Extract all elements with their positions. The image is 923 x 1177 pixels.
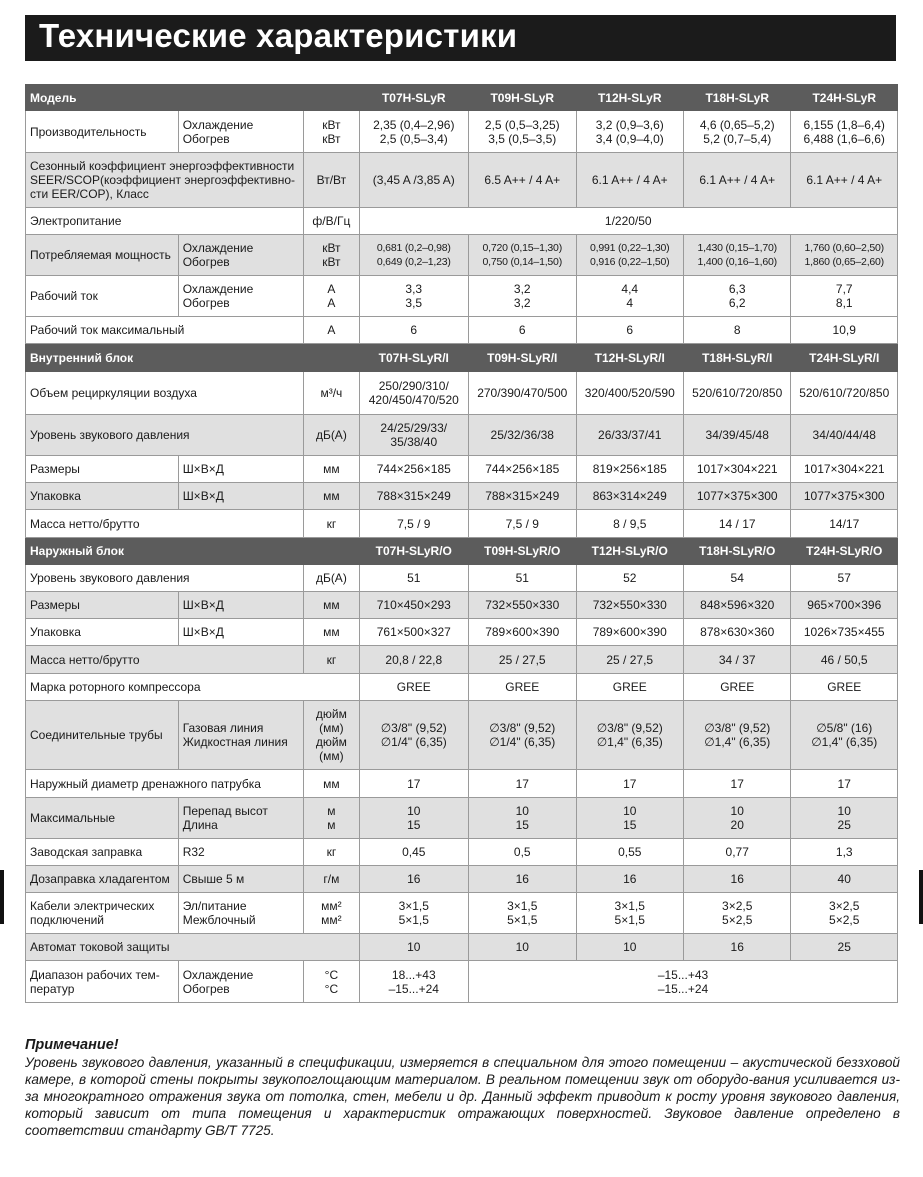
- value-cell: 1026×735×455: [791, 619, 898, 646]
- row-unit: кг: [304, 510, 359, 538]
- row-label: Кабели электрических подключений: [26, 893, 179, 934]
- value-cell: ∅3/8" (9,52) ∅1,4" (6,35): [683, 701, 790, 770]
- value-cell: 878×630×360: [683, 619, 790, 646]
- value-cell: 17: [359, 770, 469, 798]
- row-unit: А А: [304, 276, 359, 317]
- table-row: [26, 111, 898, 153]
- outdoor-col-4: T18H-SLyR/O: [683, 538, 790, 565]
- value-cell: 6.1 A++ / 4 A+: [576, 153, 683, 208]
- value-cell: 3×1,5 5×1,5: [576, 893, 683, 934]
- table-row: [26, 415, 898, 456]
- table-row: [26, 456, 898, 483]
- row-label: Производительность: [26, 111, 179, 153]
- value-cell: GREE: [576, 674, 683, 701]
- row-unit: мм: [304, 483, 359, 510]
- value-cell: 16: [683, 866, 790, 893]
- row-label: Марка роторного компрессора: [26, 674, 360, 701]
- row-sublabel: Перепад высот Длина: [178, 798, 304, 839]
- outdoor-col-1: T07H-SLyR/O: [359, 538, 469, 565]
- value-cell: 25: [791, 934, 898, 961]
- row-unit: м³/ч: [304, 372, 359, 415]
- table-row: [26, 934, 898, 961]
- row-unit: мм: [304, 619, 359, 646]
- model-col-3: T12H-SLyR: [576, 85, 683, 111]
- table-row: [26, 674, 898, 701]
- value-cell: 1017×304×221: [791, 456, 898, 483]
- row-unit: мм: [304, 456, 359, 483]
- row-unit: А: [304, 317, 359, 344]
- value-cell: 46 / 50,5: [791, 646, 898, 674]
- table-row: [26, 701, 898, 770]
- spec-table: [25, 84, 898, 1003]
- table-row: [26, 276, 898, 317]
- value-cell: 17: [469, 770, 576, 798]
- value-cell: 6: [469, 317, 576, 344]
- indoor-col-2: T09H-SLyR/I: [469, 344, 576, 372]
- row-sublabel: Охлаждение Обогрев: [178, 961, 304, 1003]
- row-sublabel: Охлаждение Обогрев: [178, 111, 304, 153]
- row-unit: мм: [304, 592, 359, 619]
- row-label: Заводская заправка: [26, 839, 179, 866]
- row-label: Автомат токовой защиты: [26, 934, 360, 961]
- value-cell: 6: [359, 317, 469, 344]
- model-col-5: T24H-SLyR: [791, 85, 898, 111]
- value-cell: 10: [576, 934, 683, 961]
- value-cell: 17: [683, 770, 790, 798]
- value-cell: 51: [359, 565, 469, 592]
- value-cell: 1,430 (0,15–1,70) 1,400 (0,16–1,60): [683, 235, 790, 276]
- row-label: Упаковка: [26, 619, 179, 646]
- value-cell: 1077×375×300: [683, 483, 790, 510]
- value-cell: 25 / 27,5: [469, 646, 576, 674]
- table-row: [26, 961, 898, 1003]
- indoor-section-label: Внутренний блок: [26, 344, 360, 372]
- note-text: Уровень звукового давления, указанный в спецификации, измеряется в специальном для этого помещении – акустической беззховой камере, в которой стены покрыты звукопоглощающим материалом. В реальном помещении звук от оборудо-вания усиливается из-за многократного отражения звука от потолка, стен, мебели и др. Данный эффект приводит к росту уровня звукового давления, который зависит от типа помещения и характеристик отражающих поверхностей. Звуковое давление определено в соответствии стандарту GB/T 7725.: [25, 1055, 900, 1138]
- indoor-col-4: T18H-SLyR/I: [683, 344, 790, 372]
- table-row: [26, 510, 898, 538]
- left-edge-mark: [0, 870, 4, 924]
- page-title: Технические характеристики: [39, 17, 518, 54]
- value-cell: 965×700×396: [791, 592, 898, 619]
- value-cell: 6,3 6,2: [683, 276, 790, 317]
- row-unit: кг: [304, 839, 359, 866]
- value-cell: 0,77: [683, 839, 790, 866]
- value-cell: 744×256×185: [469, 456, 576, 483]
- value-cell: 51: [469, 565, 576, 592]
- value-cell: 0,5: [469, 839, 576, 866]
- row-label: Сезонный коэффициент энергоэффективности SEER/SCOP(коэффициент энергоэффективно-сти EER/COP), Класс: [26, 153, 304, 208]
- value-cell: 25 / 27,5: [576, 646, 683, 674]
- row-sublabel: R32: [178, 839, 304, 866]
- row-unit: г/м: [304, 866, 359, 893]
- table-row: [26, 646, 898, 674]
- model-header-row: [26, 85, 898, 111]
- table-row: [26, 235, 898, 276]
- row-unit: мм² мм²: [304, 893, 359, 934]
- table-row: [26, 770, 898, 798]
- value-cell: 18...+43 –15...+24: [359, 961, 469, 1003]
- row-label: Дозаправка хладагентом: [26, 866, 179, 893]
- row-sublabel: Ш×В×Д: [178, 592, 304, 619]
- value-cell: 10 15: [576, 798, 683, 839]
- value-cell: 7,5 / 9: [469, 510, 576, 538]
- value-cell: 3×1,5 5×1,5: [359, 893, 469, 934]
- value-cell: 0,45: [359, 839, 469, 866]
- outdoor-col-3: T12H-SLyR/O: [576, 538, 683, 565]
- row-label: Масса нетто/брутто: [26, 510, 304, 538]
- row-label: Максимальные: [26, 798, 179, 839]
- row-label: Наружный диаметр дренажного патрубка: [26, 770, 304, 798]
- row-label: Соединительные трубы: [26, 701, 179, 770]
- value-cell: 1077×375×300: [791, 483, 898, 510]
- value-cell: 3,2 3,2: [469, 276, 576, 317]
- row-label: Рабочий ток максимальный: [26, 317, 304, 344]
- indoor-header-row: [26, 344, 898, 372]
- value-cell: 20,8 / 22,8: [359, 646, 469, 674]
- value-cell: 6,155 (1,8–6,4) 6,488 (1,6–6,6): [791, 111, 898, 153]
- value-cell: 17: [791, 770, 898, 798]
- value-cell: 2,35 (0,4–2,96) 2,5 (0,5–3,4): [359, 111, 469, 153]
- indoor-col-1: T07H-SLyR/I: [359, 344, 469, 372]
- table-row: [26, 893, 898, 934]
- value-cell: 34/39/45/48: [683, 415, 790, 456]
- value-cell: 250/290/310/ 420/450/470/520: [359, 372, 469, 415]
- value-cell: 3×1,5 5×1,5: [469, 893, 576, 934]
- value-cell: 863×314×249: [576, 483, 683, 510]
- value-cell: 10,9: [791, 317, 898, 344]
- value-cell: 40: [791, 866, 898, 893]
- value-cell: 789×600×390: [576, 619, 683, 646]
- value-cell: 10 20: [683, 798, 790, 839]
- value-cell: 819×256×185: [576, 456, 683, 483]
- row-label: Электропитание: [26, 208, 304, 235]
- value-cell: 34 / 37: [683, 646, 790, 674]
- value-cell: 0,55: [576, 839, 683, 866]
- row-sublabel: Эл/питание Межблочный: [178, 893, 304, 934]
- value-cell: –15...+43 –15...+24: [469, 961, 898, 1003]
- value-cell: ∅3/8" (9,52) ∅1,4" (6,35): [576, 701, 683, 770]
- model-col-1: T07H-SLyR: [359, 85, 469, 111]
- value-cell: 8 / 9,5: [576, 510, 683, 538]
- table-row: [26, 483, 898, 510]
- indoor-col-5: T24H-SLyR/I: [791, 344, 898, 372]
- value-cell: 17: [576, 770, 683, 798]
- table-row: [26, 317, 898, 344]
- value-cell: 3,2 (0,9–3,6) 3,4 (0,9–4,0): [576, 111, 683, 153]
- value-cell: 10: [469, 934, 576, 961]
- value-cell: 6.5 A++ / 4 A+: [469, 153, 576, 208]
- value-cell: 789×600×390: [469, 619, 576, 646]
- value-cell: 520/610/720/850: [791, 372, 898, 415]
- value-cell: 710×450×293: [359, 592, 469, 619]
- note-title: Примечание!: [25, 1037, 119, 1053]
- value-cell: 16: [469, 866, 576, 893]
- row-label: Размеры: [26, 456, 179, 483]
- value-cell: 1017×304×221: [683, 456, 790, 483]
- value-cell: 848×596×320: [683, 592, 790, 619]
- value-cell: ∅3/8" (9,52) ∅1/4" (6,35): [359, 701, 469, 770]
- model-col-2: T09H-SLyR: [469, 85, 576, 111]
- value-cell: 3,3 3,5: [359, 276, 469, 317]
- row-unit: м м: [304, 798, 359, 839]
- table-row: [26, 372, 898, 415]
- outdoor-header-row: [26, 538, 898, 565]
- value-cell: 7,5 / 9: [359, 510, 469, 538]
- table-row: [26, 565, 898, 592]
- value-cell: 1,760 (0,60–2,50) 1,860 (0,65–2,60): [791, 235, 898, 276]
- value-cell: (3,45 A /3,85 A): [359, 153, 469, 208]
- row-unit: кг: [304, 646, 359, 674]
- table-row: [26, 619, 898, 646]
- value-cell: 732×550×330: [469, 592, 576, 619]
- row-label: Рабочий ток: [26, 276, 179, 317]
- model-label: Модель: [26, 85, 360, 111]
- table-row: [26, 153, 898, 208]
- value-cell: 6: [576, 317, 683, 344]
- value-cell: 0,720 (0,15–1,30) 0,750 (0,14–1,50): [469, 235, 576, 276]
- value-cell: 4,4 4: [576, 276, 683, 317]
- value-cell: 4,6 (0,65–5,2) 5,2 (0,7–5,4): [683, 111, 790, 153]
- value-cell: 52: [576, 565, 683, 592]
- value-cell: 1,3: [791, 839, 898, 866]
- row-label: Объем рециркуляции воздуха: [26, 372, 304, 415]
- outdoor-col-2: T09H-SLyR/O: [469, 538, 576, 565]
- table-row: [26, 839, 898, 866]
- row-unit: мм: [304, 770, 359, 798]
- row-label: Потребляемая мощность: [26, 235, 179, 276]
- table-row: [26, 866, 898, 893]
- row-sublabel: Ш×В×Д: [178, 456, 304, 483]
- row-sublabel: Газовая линия Жидкостная линия: [178, 701, 304, 770]
- row-sublabel: Свыше 5 м: [178, 866, 304, 893]
- table-row: [26, 208, 898, 235]
- value-cell: 761×500×327: [359, 619, 469, 646]
- row-unit: °С °С: [304, 961, 359, 1003]
- right-edge-mark: [919, 870, 923, 924]
- row-label: Упаковка: [26, 483, 179, 510]
- row-sublabel: Охлаждение Обогрев: [178, 276, 304, 317]
- row-label: Масса нетто/брутто: [26, 646, 304, 674]
- value-cell: 3×2,5 5×2,5: [791, 893, 898, 934]
- value-cell: 744×256×185: [359, 456, 469, 483]
- value-cell: ∅5/8" (16) ∅1,4" (6,35): [791, 701, 898, 770]
- value-cell: 6.1 A++ / 4 A+: [791, 153, 898, 208]
- value-cell: 0,681 (0,2–0,98) 0,649 (0,2–1,23): [359, 235, 469, 276]
- value-cell: 3×2,5 5×2,5: [683, 893, 790, 934]
- row-label: Уровень звукового давления: [26, 565, 304, 592]
- value-cell: 10 15: [469, 798, 576, 839]
- table-row: [26, 592, 898, 619]
- row-unit: кВт кВт: [304, 235, 359, 276]
- row-label: Уровень звукового давления: [26, 415, 304, 456]
- row-sublabel: Ш×В×Д: [178, 619, 304, 646]
- value-cell: 34/40/44/48: [791, 415, 898, 456]
- value-cell: GREE: [359, 674, 469, 701]
- row-unit: Вт/Вт: [304, 153, 359, 208]
- value-cell: 54: [683, 565, 790, 592]
- row-unit: кВт кВт: [304, 111, 359, 153]
- value-cell: 0,991 (0,22–1,30) 0,916 (0,22–1,50): [576, 235, 683, 276]
- row-label: Диапазон рабочих тем- ператур: [26, 961, 179, 1003]
- value-cell: 26/33/37/41: [576, 415, 683, 456]
- value-cell: 6.1 A++ / 4 A+: [683, 153, 790, 208]
- value-cell: ∅3/8" (9,52) ∅1/4" (6,35): [469, 701, 576, 770]
- value-cell: 788×315×249: [469, 483, 576, 510]
- row-unit: дБ(А): [304, 415, 359, 456]
- value-cell: 14 / 17: [683, 510, 790, 538]
- row-label: Размеры: [26, 592, 179, 619]
- outdoor-col-5: T24H-SLyR/O: [791, 538, 898, 565]
- note-block: [25, 1036, 900, 1139]
- value-cell: 10 15: [359, 798, 469, 839]
- value-cell: 7,7 8,1: [791, 276, 898, 317]
- outdoor-section-label: Наружный блок: [26, 538, 360, 565]
- model-col-4: T18H-SLyR: [683, 85, 790, 111]
- value-cell: 14/17: [791, 510, 898, 538]
- value-cell: 10 25: [791, 798, 898, 839]
- value-cell: 25/32/36/38: [469, 415, 576, 456]
- value-cell: 24/25/29/33/ 35/38/40: [359, 415, 469, 456]
- value-cell: 10: [359, 934, 469, 961]
- value-cell: 788×315×249: [359, 483, 469, 510]
- indoor-col-3: T12H-SLyR/I: [576, 344, 683, 372]
- value-cell: GREE: [683, 674, 790, 701]
- value-cell: 520/610/720/850: [683, 372, 790, 415]
- row-unit: дюйм (мм) дюйм (мм): [304, 701, 359, 770]
- value-cell: GREE: [469, 674, 576, 701]
- value-cell: 57: [791, 565, 898, 592]
- value-cell: 270/390/470/500: [469, 372, 576, 415]
- value-cell: 16: [359, 866, 469, 893]
- value-cell: 732×550×330: [576, 592, 683, 619]
- value-cell: 320/400/520/590: [576, 372, 683, 415]
- value-cell: 16: [683, 934, 790, 961]
- value-cell: 1/220/50: [359, 208, 897, 235]
- value-cell: 2,5 (0,5–3,25) 3,5 (0,5–3,5): [469, 111, 576, 153]
- row-unit: дБ(А): [304, 565, 359, 592]
- row-sublabel: Охлаждение Обогрев: [178, 235, 304, 276]
- row-unit: ф/В/Гц: [304, 208, 359, 235]
- table-row: [26, 798, 898, 839]
- value-cell: 16: [576, 866, 683, 893]
- row-sublabel: Ш×В×Д: [178, 483, 304, 510]
- value-cell: 8: [683, 317, 790, 344]
- value-cell: GREE: [791, 674, 898, 701]
- page-title-bar: [25, 15, 896, 61]
